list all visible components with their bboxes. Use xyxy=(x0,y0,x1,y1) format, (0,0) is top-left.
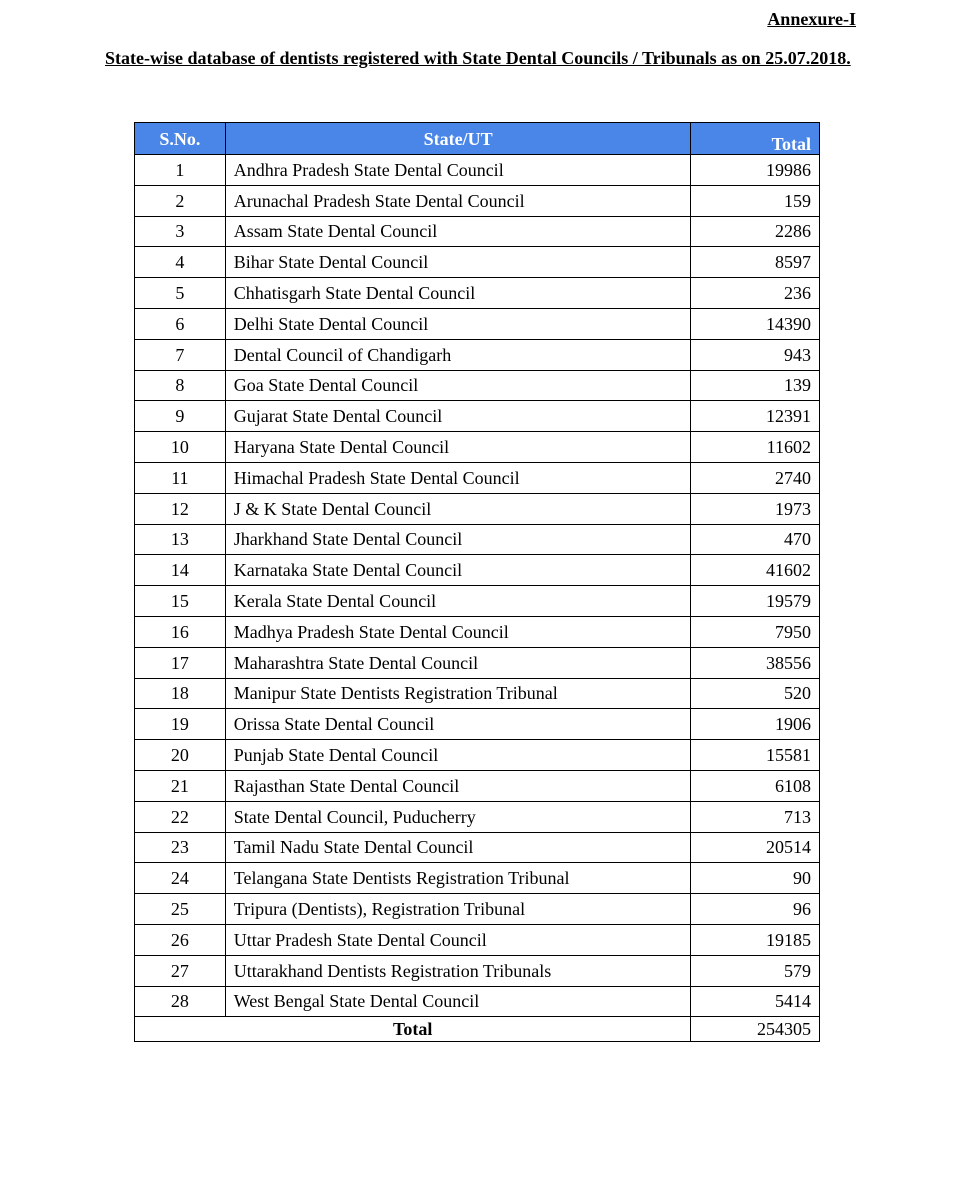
header-sno: S.No. xyxy=(135,123,226,155)
total-row xyxy=(135,1017,820,1042)
row-state: Himachal Pradesh State Dental Council xyxy=(225,462,691,493)
table-row xyxy=(135,462,820,493)
row-state: Haryana State Dental Council xyxy=(225,432,691,463)
row-total: 15581 xyxy=(691,740,820,771)
row-sno: 8 xyxy=(135,370,226,401)
table-row xyxy=(135,863,820,894)
total-value: 254305 xyxy=(691,1017,820,1042)
table-row xyxy=(135,401,820,432)
row-state: Orissa State Dental Council xyxy=(225,709,691,740)
row-sno: 11 xyxy=(135,462,226,493)
row-total: 2286 xyxy=(691,216,820,247)
row-total: 470 xyxy=(691,524,820,555)
row-sno: 3 xyxy=(135,216,226,247)
table-row xyxy=(135,555,820,586)
table-body xyxy=(135,155,820,1017)
header-total: Total xyxy=(691,123,820,155)
table-row xyxy=(135,185,820,216)
total-label: Total xyxy=(135,1017,691,1042)
row-total: 90 xyxy=(691,863,820,894)
table-footer xyxy=(135,1017,820,1042)
table-row xyxy=(135,370,820,401)
row-sno: 5 xyxy=(135,278,226,309)
dentists-table-container xyxy=(134,122,820,1042)
document-title: State-wise database of dentists registered with State Dental Councils / Tribunals as on 25.07.2018. xyxy=(105,48,851,68)
row-total: 159 xyxy=(691,185,820,216)
row-total: 11602 xyxy=(691,432,820,463)
header-state: State/UT xyxy=(225,123,691,155)
row-total: 520 xyxy=(691,678,820,709)
row-sno: 24 xyxy=(135,863,226,894)
row-total: 943 xyxy=(691,339,820,370)
row-state: Chhatisgarh State Dental Council xyxy=(225,278,691,309)
row-state: Delhi State Dental Council xyxy=(225,308,691,339)
table-row xyxy=(135,678,820,709)
table-row xyxy=(135,278,820,309)
table-row xyxy=(135,493,820,524)
row-sno: 20 xyxy=(135,740,226,771)
row-state: Manipur State Dentists Registration Tribunal xyxy=(225,678,691,709)
table-row xyxy=(135,740,820,771)
row-total: 20514 xyxy=(691,832,820,863)
row-state: Andhra Pradesh State Dental Council xyxy=(225,155,691,186)
table-row xyxy=(135,586,820,617)
row-sno: 19 xyxy=(135,709,226,740)
row-state: Dental Council of Chandigarh xyxy=(225,339,691,370)
table-row xyxy=(135,924,820,955)
row-total: 41602 xyxy=(691,555,820,586)
row-sno: 27 xyxy=(135,955,226,986)
row-total: 713 xyxy=(691,801,820,832)
table-row xyxy=(135,832,820,863)
row-total: 579 xyxy=(691,955,820,986)
table-row xyxy=(135,524,820,555)
table-row xyxy=(135,709,820,740)
row-state: Karnataka State Dental Council xyxy=(225,555,691,586)
row-sno: 16 xyxy=(135,616,226,647)
row-state: Punjab State Dental Council xyxy=(225,740,691,771)
row-state: West Bengal State Dental Council xyxy=(225,986,691,1017)
row-total: 1973 xyxy=(691,493,820,524)
row-sno: 7 xyxy=(135,339,226,370)
row-sno: 23 xyxy=(135,832,226,863)
row-state: Tamil Nadu State Dental Council xyxy=(225,832,691,863)
row-state: J & K State Dental Council xyxy=(225,493,691,524)
row-total: 19986 xyxy=(691,155,820,186)
row-state: Uttar Pradesh State Dental Council xyxy=(225,924,691,955)
row-total: 6108 xyxy=(691,770,820,801)
row-state: Rajasthan State Dental Council xyxy=(225,770,691,801)
row-state: Uttarakhand Dentists Registration Tribunals xyxy=(225,955,691,986)
row-sno: 14 xyxy=(135,555,226,586)
row-sno: 21 xyxy=(135,770,226,801)
row-state: Tripura (Dentists), Registration Tribunal xyxy=(225,894,691,925)
row-sno: 26 xyxy=(135,924,226,955)
row-total: 8597 xyxy=(691,247,820,278)
row-sno: 1 xyxy=(135,155,226,186)
table-row xyxy=(135,955,820,986)
row-total: 1906 xyxy=(691,709,820,740)
table-row xyxy=(135,801,820,832)
row-state: Maharashtra State Dental Council xyxy=(225,647,691,678)
table-row xyxy=(135,647,820,678)
row-state: Kerala State Dental Council xyxy=(225,586,691,617)
table-row xyxy=(135,432,820,463)
row-state: Assam State Dental Council xyxy=(225,216,691,247)
row-total: 2740 xyxy=(691,462,820,493)
row-total: 12391 xyxy=(691,401,820,432)
table-row xyxy=(135,155,820,186)
row-state: Goa State Dental Council xyxy=(225,370,691,401)
row-sno: 2 xyxy=(135,185,226,216)
row-sno: 12 xyxy=(135,493,226,524)
table-row xyxy=(135,308,820,339)
row-sno: 18 xyxy=(135,678,226,709)
dentists-table xyxy=(134,122,820,1042)
row-sno: 6 xyxy=(135,308,226,339)
header-row xyxy=(135,123,820,155)
row-total: 14390 xyxy=(691,308,820,339)
row-state: Bihar State Dental Council xyxy=(225,247,691,278)
table-row xyxy=(135,247,820,278)
annexure-label: Annexure-I xyxy=(767,9,856,29)
row-sno: 13 xyxy=(135,524,226,555)
row-total: 139 xyxy=(691,370,820,401)
row-sno: 22 xyxy=(135,801,226,832)
row-total: 7950 xyxy=(691,616,820,647)
table-row xyxy=(135,216,820,247)
row-total: 38556 xyxy=(691,647,820,678)
table-row xyxy=(135,770,820,801)
row-state: Telangana State Dentists Registration Tribunal xyxy=(225,863,691,894)
table-row xyxy=(135,986,820,1017)
table-row xyxy=(135,339,820,370)
row-total: 236 xyxy=(691,278,820,309)
row-sno: 15 xyxy=(135,586,226,617)
row-state: Madhya Pradesh State Dental Council xyxy=(225,616,691,647)
row-total: 96 xyxy=(691,894,820,925)
row-total: 19579 xyxy=(691,586,820,617)
row-sno: 25 xyxy=(135,894,226,925)
row-state: Arunachal Pradesh State Dental Council xyxy=(225,185,691,216)
table-row xyxy=(135,616,820,647)
row-state: Gujarat State Dental Council xyxy=(225,401,691,432)
table-header xyxy=(135,123,820,155)
row-sno: 17 xyxy=(135,647,226,678)
row-sno: 28 xyxy=(135,986,226,1017)
row-state: State Dental Council, Puducherry xyxy=(225,801,691,832)
row-sno: 10 xyxy=(135,432,226,463)
row-sno: 9 xyxy=(135,401,226,432)
row-state: Jharkhand State Dental Council xyxy=(225,524,691,555)
row-total: 5414 xyxy=(691,986,820,1017)
table-row xyxy=(135,894,820,925)
row-total: 19185 xyxy=(691,924,820,955)
row-sno: 4 xyxy=(135,247,226,278)
